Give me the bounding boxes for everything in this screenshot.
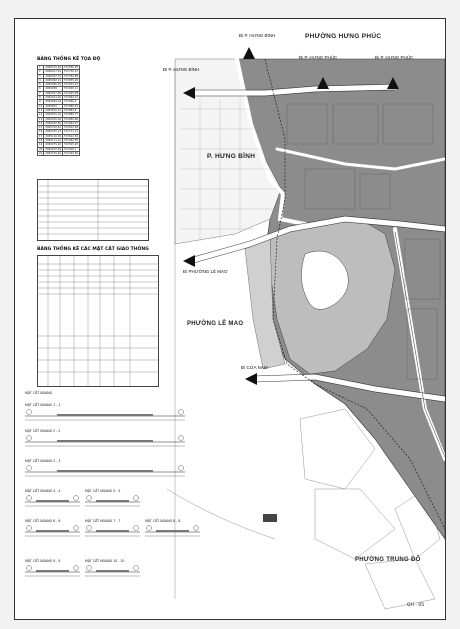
section-label: MẶT CẮT NGANG 3 - 3 (25, 459, 61, 463)
ward-label-le-mao: PHƯỜNG LÊ MAO (187, 321, 244, 327)
lot-table-title: BẢNG THỐNG KÊ CÁC MẶT CẮT GIAO THÔNG (37, 247, 149, 252)
legend-box (37, 179, 149, 241)
coord-cell: 2066007.34 (45, 74, 61, 78)
coord-cell: 17 (39, 134, 43, 138)
coord-cell: 572505.28 (64, 143, 79, 147)
legend-grid (38, 180, 148, 240)
direction-label-hung-phuc-b: Đi P. HƯNG PHÚC (375, 55, 414, 60)
coord-cell: 2 (38, 70, 44, 74)
ward-label-hung-binh: P. HƯNG BÌNH (207, 153, 256, 160)
coord-cell: 6 (38, 87, 44, 91)
section-drawing (25, 408, 185, 422)
coord-cell: 572462.50 (64, 139, 79, 143)
coord-cell: 572986.44 (64, 104, 79, 108)
coord-cell: 2065870.10 (45, 108, 61, 112)
coord-cell: 572812.69 (64, 126, 79, 130)
coord-cell: 18 (39, 139, 43, 143)
coord-cell: 15 (39, 126, 43, 130)
direction-label-hung-binh-top: Đi P. HƯNG BÌNH (239, 33, 276, 38)
coord-cell: 19 (39, 143, 43, 147)
coord-cell: 14 (39, 121, 43, 125)
coord-cell: 572449.86 (64, 151, 79, 155)
section-label: MẶT CẮT NGANG 10 - 10 (85, 559, 125, 563)
section-label: MẶT CẮT NGANG 8 - 8 (145, 519, 181, 523)
coord-cell: 2065116.30 (45, 134, 61, 138)
coord-cell: 2065870.10 (45, 113, 61, 117)
coord-cell: 2065958. (44, 87, 63, 91)
coord-cell: 572880.71 (64, 113, 79, 117)
direction-label-le-mao: Đi PHƯỜNG LÊ MAO (183, 269, 228, 274)
coord-cell: 1 (38, 66, 44, 70)
section-label: MẶT CẮT NGANG 5 - 5 (85, 489, 121, 493)
lot-table-grid (38, 256, 158, 386)
coord-cell: 13 (39, 117, 43, 121)
coord-row (38, 151, 80, 155)
coord-cell: 572711.11 (64, 130, 79, 134)
section-drawing (25, 524, 80, 538)
coord-cell: 16 (39, 130, 43, 134)
coord-cell: 2065992.41 (45, 78, 61, 82)
coord-cell: 2065400.80 (45, 121, 61, 125)
coord-cell: 2064155.62 (45, 151, 61, 155)
sheet-number: QH - 05 (407, 603, 425, 608)
coord-cell: 572945.98 (64, 91, 79, 95)
coord-cell: 2065937.90 (45, 91, 61, 95)
section-label: MẶT CẮT NGANG 1 - 1 (25, 403, 61, 407)
lot-table-box (37, 255, 159, 387)
coord-cell: 12 (39, 113, 43, 117)
coord-cell: 572835.26 (64, 78, 79, 82)
coord-cell: 572980.96 (64, 117, 79, 121)
section-drawing (25, 464, 185, 478)
map-sheet (14, 18, 446, 620)
coord-cell: 2066017.20 (45, 70, 61, 74)
coord-cell: 2065070.99 (45, 147, 61, 151)
coord-cell: 572784.88 (64, 74, 79, 78)
coord-cell: 572874.13 (64, 83, 79, 87)
coord-cell: 2065450.00 (45, 117, 61, 121)
coord-cell: 572612.56 (64, 134, 79, 138)
coord-cell: 572736.12 (64, 70, 79, 74)
section-drawing (25, 564, 80, 578)
coord-cell: 10 (39, 104, 43, 108)
coord-cell: 572944.07 (64, 121, 79, 125)
section-drawing (85, 524, 140, 538)
coord-cell: 2066015.26 (45, 66, 61, 69)
sections-title: MẶT CẮT NGANG (25, 391, 53, 395)
section-drawing (145, 524, 200, 538)
coord-table-title: BẢNG THỐNG KÊ TỌA ĐỘ (37, 57, 101, 62)
coord-cell: 2065075.00 (45, 143, 61, 147)
section-drawing (25, 494, 80, 508)
coord-cell: 11 (39, 108, 43, 112)
bridge-marker (263, 514, 277, 522)
coord-cell: 2065852. (44, 104, 63, 108)
ward-label-trung-do: PHƯỜNG TRUNG ĐÔ (355, 557, 421, 563)
coord-cell: 2065310.61 (45, 126, 61, 130)
section-drawing (85, 494, 140, 508)
section-label: MẶT CẮT NGANG 6 - 6 (25, 519, 61, 523)
coord-cell: 8 (38, 96, 44, 100)
coord-cell: 5 (38, 83, 44, 87)
section-label: MẶT CẮT NGANG 7 - 7 (85, 519, 121, 523)
coord-cell: 2065914.06 (45, 96, 61, 100)
section-label: MẶT CẮT NGANG 9 - 9 (25, 559, 61, 563)
coord-cell: 572954.22 (64, 96, 79, 100)
coord-cell: 2065111.12 (45, 139, 61, 143)
coord-cell: 2065986.30 (45, 83, 61, 87)
ward-label-hung-phuc: PHƯỜNG HƯNG PHÚC (305, 33, 382, 40)
coord-cell: 572506.1 (63, 147, 80, 151)
coord-cell: 2065250.23 (45, 130, 61, 134)
coord-cell: 572586.95 (64, 66, 79, 69)
coord-cell: 20 (39, 147, 43, 151)
coord-cell: 572928.11 (64, 87, 79, 91)
section-label: MẶT CẮT NGANG 2 - 2 (25, 429, 61, 433)
coord-cell: 572863.8 (63, 108, 80, 112)
direction-label-hung-phuc-a: Đi P. HƯNG PHÚC (299, 55, 338, 60)
coord-cell: 4 (38, 78, 44, 82)
coord-cell: 9 (38, 100, 44, 104)
direction-label-hung-binh-left: Đi P. HƯNG BÌNH (163, 67, 200, 72)
direction-label-cua-nam: Đi CỬA NAM (241, 365, 268, 370)
coord-cell: 572966.4 (63, 100, 80, 104)
coord-cell: 3 (38, 74, 44, 78)
coord-cell: 7 (38, 91, 44, 95)
section-label: MẶT CẮT NGANG 4 - 4 (25, 489, 61, 493)
coord-cell: 21 (39, 151, 43, 155)
section-drawing (85, 564, 140, 578)
coord-table (37, 65, 80, 156)
coord-cell: 2065894.04 (45, 100, 61, 104)
section-drawing (25, 434, 185, 448)
